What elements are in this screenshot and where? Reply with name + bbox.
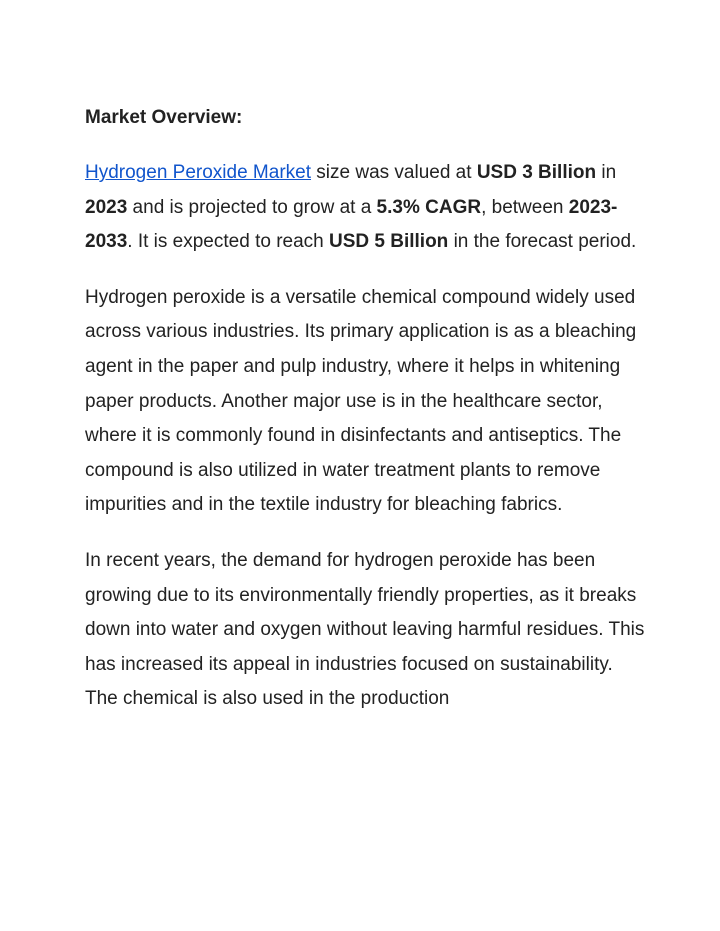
- intro-text-5: . It is expected to reach: [127, 231, 329, 253]
- section-heading: Market Overview:: [85, 107, 243, 128]
- market-value-2023: USD 3 Billion: [476, 162, 597, 183]
- intro-text-6: in the forecast period.: [448, 231, 637, 253]
- document-page: [85, 104, 645, 738]
- intro-text-3: and is projected to grow at a: [127, 196, 377, 218]
- intro-text-1: size was valued at: [311, 162, 477, 183]
- cagr-value: 5.3% CAGR: [376, 196, 482, 218]
- applications-paragraph: Hydrogen peroxide is a versatile chemical compound widely used across various industries. Its primary application is as a bleaching agent in the paper and pulp industry, where it helps in whitening paper products. Another major use is in the healthcare sector, where it is commonly found in disinfectants and antiseptics. The compound is also utilized in water treatment plants to remove impurities and in the textile industry for bleaching fabrics.: [85, 286, 637, 516]
- demand-paragraph: In recent years, the demand for hydrogen peroxide has been growing due to its environmentally friendly properties, as it breaks down into water and oxygen without leaving harmful residues. This has increased its appeal in industries focused on sustainability. The chemical is also used in the production: [85, 549, 645, 710]
- market-report-link[interactable]: Hydrogen Peroxide Market: [85, 162, 311, 183]
- forecast-period: 2023-2033: [85, 196, 618, 253]
- intro-paragraph: [85, 156, 645, 260]
- projected-value: USD 5 Billion: [329, 231, 449, 253]
- intro-text-2: in: [596, 162, 617, 183]
- intro-text-4: , between: [481, 196, 569, 218]
- base-year: 2023: [85, 196, 128, 218]
